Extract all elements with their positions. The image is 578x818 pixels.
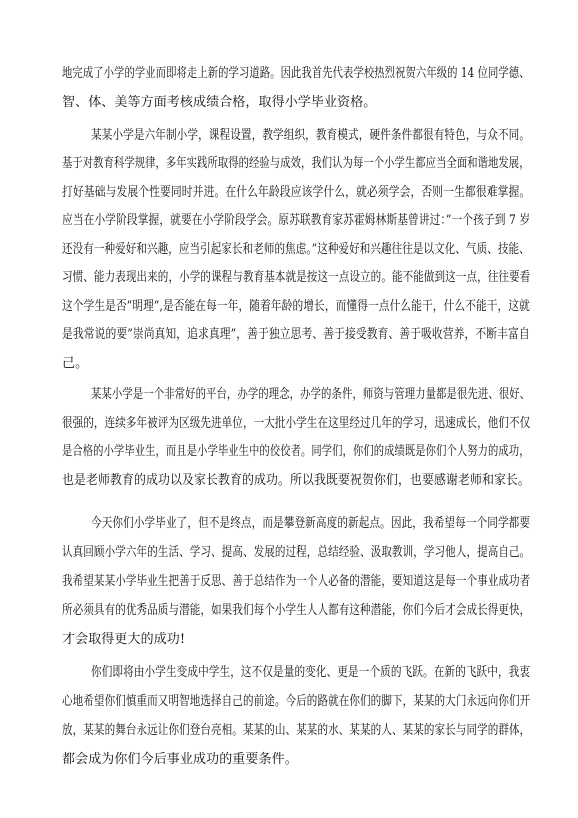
text-line: 应当在小学阶段掌握，就要在小学阶段学会。原苏联教育家苏霍姆林斯基曾讲过：”一个孩子到 7 岁 bbox=[62, 213, 531, 228]
text-line: 心地希望你们慎重而又明智地选择自己的前途。今后的路就在你们的脚下，某某的大门永远向你们开 bbox=[62, 694, 531, 709]
text-line: 今天你们小学毕业了，但不是终点，而是攀登新高度的新起点。因此，我希望每一个同学都要 bbox=[91, 516, 531, 531]
text-line: 你们即将由小学生变成中学生，这不仅是量的变化、更是一个质的飞跃。在新的飞跃中，我衷 bbox=[91, 665, 531, 680]
text-line: 我希望某某小学毕业生把善于反思、善于总结作为一个人必备的潜能，要知道这是每一个事业成功者 bbox=[62, 574, 531, 589]
text-line: 习惯、能力表现出来的，小学的课程与教育基本就是按这一点设立的。能不能做到这一点，往往要看 bbox=[62, 270, 531, 285]
text-line: 认真回顾小学六年的生活、学习、提高、发展的过程，总结经验、汲取教训，学习他人，提高自己。 bbox=[62, 545, 531, 560]
text-line: 放，某某的舞台永远让你们登台亮相。某某的山、某某的水、某某的人、某某的家长与同学的群体， bbox=[62, 723, 531, 738]
text-line: 己。 bbox=[62, 356, 89, 371]
text-line: 所必须具有的优秀品质与潜能，如果我们每个小学生人人都有这种潜能，你们今后才会成长得更快， bbox=[62, 603, 531, 618]
text-line: 很强的，连续多年被评为区级先进单位，一大批小学生在这里经过几年的学习，迅速成长，他们不仅 bbox=[62, 416, 531, 431]
text-line: 也是老师教育的成功以及家长教育的成功。所以我既要祝贺你们，也要感谢老师和家长。 bbox=[62, 473, 530, 488]
text-line: 某某小学是六年制小学，课程设置，教学组织，教育模式，硬件条件都很有特色，与众不同。 bbox=[91, 128, 531, 143]
text-line: 这个学生是否”明理”,是否能在每一年，随着年龄的增长，而懂得一点什么能干，什么不能干，这就 bbox=[62, 299, 530, 314]
text-line: 地完成了小学的学业而即将走上新的学习道路。因此我首先代表学校热烈祝贺六年级的 14 位同学德、 bbox=[62, 66, 530, 81]
text-line: 是合格的小学毕业生，而且是小学毕业生中的佼佼者。同学们，你们的成绩既是你们个人努力的成功， bbox=[62, 444, 530, 459]
text-line: 智、体、美等方面考核成绩合格，取得小学毕业资格。 bbox=[62, 95, 377, 110]
text-line: 还没有一种爱好和兴趣，应当引起家长和老师的焦虑。”这种爱好和兴趣往往是以文化、气质、技能、 bbox=[62, 242, 530, 257]
text-line: 基于对教育科学规律，多年实践所取得的经验与成效，我们认为每一个小学生都应当全面和谐地发展， bbox=[62, 156, 530, 171]
text-line: 是我常说的要”崇尚真知，追求真理”，善于独立思考、善于接受教育、善于吸收营养，不断丰富自 bbox=[62, 327, 530, 342]
text-line: 打好基础与发展个性要同时并进。在什么年龄段应该学什么，就必须学会，否则一生都很难掌握。 bbox=[62, 185, 531, 200]
text-line: 都会成为你们今后事业成功的重要条件。 bbox=[62, 752, 298, 767]
text-line: 某某小学是一个非常好的平台，办学的理念，办学的条件，师资与管理力量都是很先进、很好、 bbox=[91, 387, 531, 402]
text-line: 才会取得更大的成功! bbox=[62, 632, 186, 647]
